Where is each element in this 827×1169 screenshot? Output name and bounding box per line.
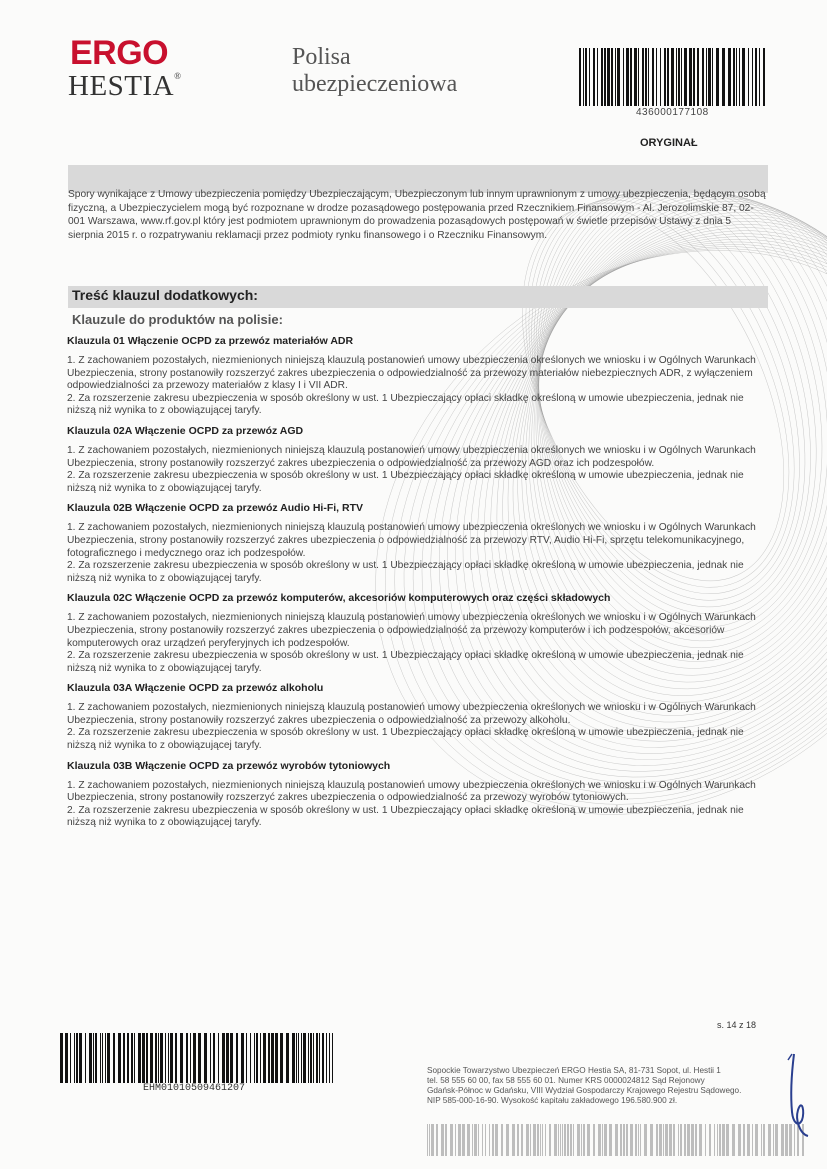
barcode-bar <box>210 1033 211 1083</box>
barcode-bar <box>752 48 753 106</box>
barcode-bar <box>638 48 639 106</box>
barcode-bar <box>706 48 707 106</box>
barcode-bar <box>521 1124 523 1156</box>
barcode-bar <box>308 1033 309 1083</box>
barcode-bar <box>455 1124 456 1156</box>
clause-paragraph: 1. Z zachowaniem pozostałych, niezmienionych niniejszą klauzulą postanowień umowy ubezpieczenia określonych we wniosku i w Ogólnych Warunkach Ubezpieczenia, strony postanowiły rozszerzyć zakres ubezpieczenia o odpowiedzialność za przewozy materiałów niebezpiecznych ADR, z wyłączeniem odpowiedzialności za przewozy materiałów z klasy I i VII ADR. <box>67 355 756 392</box>
barcode-bar <box>736 48 737 106</box>
dispute-resolution-notice: Spory wynikające z Umowy ubezpieczenia pomiędzy Ubezpieczającym, Ubezpieczonym lub innym uprawnionym z umowy ubezpieczenia, będącym osobą fizyczną, a Ubezpieczycielem mogą być rozpoznane w drodze pozasądowego postępowania przed Rzecznikiem Finansowym - Al. Jerozolimskie 87, 02-001 Warszawa, www.rf.gov.pl który jest podmiotem uprawnionym do prowadzenia pozasądowych postępowań w świetle przepisów Ustawy z dnia 5 sierpnia 2015 r. o rozpatrywaniu reklamacji przez podmioty rynku finansowego i o Rzeczniku Finansowym. <box>68 189 766 241</box>
barcode-bar <box>581 1124 582 1156</box>
document-barcode <box>60 1033 338 1083</box>
page-number: s. 14 z 18 <box>717 1020 757 1030</box>
clause-paragraph: 1. Z zachowaniem pozostałych, niezmienionych niniejszą klauzulą postanowień umowy ubezpieczenia określonych we wniosku i w Ogólnych Warunkach Ubezpieczenia, strony postanowiły rozszerzyć zakres ubezpieczenia o odpowiedzialność za przewozy RTV, Audio Hi-Fi, sprzętu telekomunikacyjnego, fotograficznego i medycznego oraz ich podzespołów. <box>67 522 756 559</box>
barcode-bar <box>689 48 692 106</box>
barcode-bar <box>170 1033 173 1083</box>
barcode-bar <box>684 48 687 106</box>
clause-body <box>67 702 767 752</box>
barcode-bar <box>138 1033 141 1083</box>
clause-body <box>67 355 767 418</box>
clause-paragraph: 1. Z zachowaniem pozostałych, niezmienionych niniejszą klauzulą postanowień umowy ubezpieczenia określonych we wniosku i w Ogólnych Warunkach Ubezpieczenia, strony postanowiły rozszerzyć zakres ubezpieczenia o odpowiedzialność za przewozy AGD oraz ich podzespołów. <box>67 444 756 469</box>
barcode-bar <box>620 1124 622 1156</box>
barcode-bar <box>190 1033 191 1083</box>
clause-title: Klauzula 02C Włączenie OCPD za przewóz komputerów, akcesoriów komputerowych oraz części składowych <box>67 592 611 605</box>
barcode-bar <box>292 1033 295 1083</box>
clause-title: Klauzula 02B Włączenie OCPD za przewóz Audio Hi-Fi, RTV <box>67 502 363 515</box>
barcode-bar <box>676 48 677 106</box>
clause-item <box>67 760 767 830</box>
barcode-bar <box>705 1124 706 1156</box>
barcode-bar <box>748 48 749 106</box>
clauses-heading: Treść klauzul dodatkowych: <box>72 287 258 303</box>
clause-item <box>67 335 767 418</box>
barcode-bar <box>719 1124 721 1156</box>
barcode-bar <box>165 1033 166 1083</box>
barcode-bar <box>102 1033 103 1083</box>
barcode-bar <box>660 48 661 106</box>
barcode-bar <box>462 1124 465 1156</box>
barcode-bar <box>763 1124 765 1156</box>
barcode-bar <box>95 1033 97 1083</box>
barcode-bar <box>644 1124 647 1156</box>
barcode-bar <box>549 1124 551 1156</box>
barcode-bar <box>664 48 666 106</box>
barcode-bar <box>587 1124 590 1156</box>
clauses-list <box>67 335 767 837</box>
barcode-bar <box>681 48 682 106</box>
barcode-bar <box>560 1124 561 1156</box>
barcode-bar <box>175 1033 177 1083</box>
barcode-bar <box>601 48 603 106</box>
barcode-bar <box>602 1124 603 1156</box>
barcode-bar <box>739 48 740 106</box>
barcode-bar <box>691 1124 694 1156</box>
barcode-bar <box>542 1124 543 1156</box>
clause-paragraph: 1. Z zachowaniem pozostałych, niezmienionych niniejszą klauzulą postanowień umowy ubezpieczenia określonych we wniosku i w Ogólnych Warunkach Ubezpieczenia, strony postanowiły rozszerzyć zakres ubezpieczenia o odpowiedzialność za przewozy komputerów i ich podzespołów, akcesoriów komputerowych oraz urządzeń peryferyjnych ich podzespołów. <box>67 612 756 649</box>
barcode-bar <box>60 1033 63 1083</box>
barcode-bar <box>286 1033 289 1083</box>
barcode-bar <box>533 1124 536 1156</box>
barcode-bar <box>65 1033 68 1083</box>
handwritten-signature <box>780 1050 820 1140</box>
barcode-bar <box>564 1124 566 1156</box>
barcode-bar <box>742 48 745 106</box>
barcode-bar <box>652 48 654 106</box>
barcode-bar <box>218 1033 219 1083</box>
barcode-bar <box>76 1033 78 1083</box>
barcode-bar <box>489 1124 490 1156</box>
barcode-bar <box>687 1124 690 1156</box>
barcode-bar <box>429 1124 430 1156</box>
barcode-bar <box>310 1033 312 1083</box>
barcode-bar <box>313 1033 314 1083</box>
barcode-bar <box>436 1124 438 1156</box>
clause-paragraph: 1. Z zachowaniem pozostałych, niezmienionych niniejszą klauzulą postanowień umowy ubezpieczenia określonych we wniosku i w Ogólnych Warunkach Ubezpieczenia, strony postanowiły rozszerzyć zakres ubezpieczenia o odpowiedzialność za przewozy alkoholu. <box>67 702 756 726</box>
barcode-bar <box>158 1033 159 1083</box>
barcode-bar <box>714 1124 715 1156</box>
clause-paragraph: 1. Z zachowaniem pozostałych, niezmienionych niniejszą klauzulą postanowień umowy ubezpieczenia określonych we wniosku i w Ogólnych Warunkach Ubezpieczenia, strony postanowiły rozszerzyć zakres ubezpieczenia o odpowiedzialność za przewozy wyrobów tytoniowych. <box>67 779 756 804</box>
barcode-bar <box>271 1033 274 1083</box>
clause-title: Klauzula 01 Włączenie OCPD za przewóz materiałów ADR <box>67 335 354 347</box>
barcode-bar <box>759 48 760 106</box>
barcode-bar <box>562 1124 563 1156</box>
barcode-bar <box>583 1124 585 1156</box>
barcode-bar <box>573 1124 574 1156</box>
barcode-bar <box>142 1033 145 1083</box>
barcode-bar <box>485 1124 486 1156</box>
barcode-bar <box>506 1124 509 1156</box>
clause-item <box>67 425 767 495</box>
barcode-bar <box>472 1124 473 1156</box>
barcode-bar <box>127 1033 129 1083</box>
barcode-bar <box>761 1124 762 1156</box>
barcode-bar <box>678 1124 679 1156</box>
barcode-bar <box>615 48 616 106</box>
barcode-bar <box>626 48 629 106</box>
barcode-bar <box>684 1124 686 1156</box>
barcode-bar <box>669 1124 672 1156</box>
barcode-bar <box>598 1124 601 1156</box>
barcode-bar <box>593 48 595 106</box>
barcode-bar <box>722 1124 725 1156</box>
barcode-bar <box>747 1124 750 1156</box>
barcode-bar <box>589 48 590 106</box>
barcode-bar <box>303 1033 306 1083</box>
registered-mark: ® <box>174 71 182 81</box>
barcode-bar <box>768 1124 771 1156</box>
barcode-bar <box>645 48 647 106</box>
barcode-bar <box>332 1033 333 1083</box>
barcode-bar <box>680 1124 682 1156</box>
barcode-bar <box>763 48 765 106</box>
clause-paragraph: 2. Za rozszerzenie zakresu ubezpieczenia w sposób określony w ust. 1 Ubezpieczający opłaci składkę określoną w umowie ubezpieczenia, jednak nie niższą niż wynika to z obowiązującej taryfy. <box>67 727 744 752</box>
barcode-bar <box>604 1124 607 1156</box>
barcode-bar <box>665 1124 668 1156</box>
barcode-bar <box>577 1124 580 1156</box>
barcode-bar <box>512 1124 515 1156</box>
barcode-bar <box>755 48 757 106</box>
barcode-bar <box>105 1033 106 1083</box>
barcode-bar <box>458 1124 461 1156</box>
barcode-bar <box>732 1124 735 1156</box>
barcode-bar <box>241 1033 244 1083</box>
barcode-bar <box>222 1033 225 1083</box>
barcode-bar <box>495 1124 498 1156</box>
barcode-bar <box>168 1033 169 1083</box>
barcode-bar <box>254 1033 255 1083</box>
clause-paragraph: 2. Za rozszerzenie zakresu ubezpieczenia w sposób określony w ust. 1 Ubezpieczający opłaci składkę określoną w umowie ubezpieczenia, jednak nie niższą niż wynika to z obowiązującej taryfy. <box>67 650 744 674</box>
barcode-bar <box>773 1124 774 1156</box>
document-barcode-number: EHM01010509461207 <box>143 1083 246 1094</box>
barcode-bar <box>755 1124 758 1156</box>
barcode-bar <box>478 1124 479 1156</box>
barcode-bar <box>585 48 587 106</box>
barcode-bar <box>268 1033 270 1083</box>
barcode-bar <box>638 1124 639 1156</box>
barcode-bar <box>609 1124 612 1156</box>
barcode-bar <box>752 1124 753 1156</box>
barcode-bar <box>726 1124 729 1156</box>
original-label: ORYGINAŁ <box>640 137 698 149</box>
barcode-bar <box>427 1124 428 1156</box>
barcode-bar <box>530 1124 531 1156</box>
barcode-bar <box>204 1033 207 1083</box>
barcode-bar <box>667 48 669 106</box>
company-info-line: Sopockie Towarzystwo Ubezpieczeń ERGO Hestia SA, 81-731 Sopot, ul. Hestii 1 <box>427 1066 721 1075</box>
barcode-bar <box>193 1033 196 1083</box>
barcode-bar <box>280 1033 283 1083</box>
footer-stripes <box>427 1124 807 1156</box>
barcode-bar <box>567 1124 569 1156</box>
barcode-bar <box>146 1033 148 1083</box>
barcode-bar <box>693 48 695 106</box>
barcode-bar <box>709 1124 711 1156</box>
barcode-bar <box>712 48 713 106</box>
barcode-bar <box>517 1124 519 1156</box>
barcode-bar <box>296 1033 297 1083</box>
barcode-bar <box>697 48 699 106</box>
company-info-line: tel. 58 555 60 00, fax 58 555 60 01. Numer KRS 0000024812 Sąd Rejonowy <box>427 1076 705 1085</box>
barcode-bar <box>186 1033 188 1083</box>
barcode-bar <box>611 48 613 106</box>
company-info-line: NIP 585-000-16-90. Wysokość kapitału zakładowego 196.580.900 zł. <box>427 1096 678 1105</box>
barcode-bar <box>260 1033 261 1083</box>
barcode-bar <box>492 1124 494 1156</box>
barcode-bar <box>623 1124 625 1156</box>
barcode-bar <box>319 1033 320 1083</box>
barcode-bar <box>79 1033 82 1083</box>
barcode-bar <box>160 1033 163 1083</box>
clause-item <box>67 502 767 585</box>
barcode-bar <box>89 1033 92 1083</box>
company-info <box>427 1066 792 1106</box>
barcode-bar <box>256 1033 258 1083</box>
company-info-line: Gdańsk-Północ w Gdańsku, VIII Wydział Gospodarczy Krajowego Rejestru Sądowego. <box>427 1086 742 1095</box>
barcode-bar <box>728 48 731 106</box>
barcode-bar <box>656 1124 658 1156</box>
barcode-bar <box>634 48 637 106</box>
barcode-bar <box>70 1033 71 1083</box>
barcode-bar <box>526 1124 529 1156</box>
barcode-bar <box>716 48 719 106</box>
clause-body <box>67 445 767 495</box>
policy-barcode-number: 436000177108 <box>636 107 709 118</box>
barcode-bar <box>558 1124 559 1156</box>
barcode-bar <box>450 1124 453 1156</box>
barcode-bar <box>180 1033 183 1083</box>
barcode-bar <box>630 48 632 106</box>
barcode-bar <box>615 1124 618 1156</box>
barcode-bar <box>316 1033 318 1083</box>
barcode-bar <box>583 48 584 106</box>
clause-body <box>67 612 767 675</box>
barcode-bar <box>722 48 725 106</box>
clause-title: Klauzula 03B Włączenie OCPD za przewóz wyrobów tytoniowych <box>67 759 391 772</box>
barcode-bar <box>593 1124 595 1156</box>
barcode-bar <box>545 1124 546 1156</box>
barcode-bar <box>250 1033 251 1083</box>
clause-item <box>67 682 767 752</box>
barcode-bar <box>322 1033 324 1083</box>
clause-paragraph: 2. Za rozszerzenie zakresu ubezpieczenia w sposób określony w ust. 1 Ubezpieczający opłaci składkę określoną w umowie ubezpieczenia, jednak nie niższą niż wynika to z obowiązującej taryfy. <box>67 560 744 584</box>
barcode-bar <box>554 1124 557 1156</box>
barcode-bar <box>482 1124 483 1156</box>
document-title <box>292 44 512 98</box>
barcode-bar <box>298 1033 299 1083</box>
barcode-bar <box>640 1124 641 1156</box>
barcode-bar <box>118 1033 121 1083</box>
barcode-bar <box>597 48 598 106</box>
barcode-bar <box>650 1124 653 1156</box>
barcode-bar <box>775 1124 778 1156</box>
barcode-bar <box>445 1124 447 1156</box>
barcode-bar <box>93 1033 94 1083</box>
barcode-bar <box>236 1033 238 1083</box>
clause-title: Klauzula 02A Włączenie OCPD za przewóz AGD <box>67 424 304 437</box>
clause-paragraph: 2. Za rozszerzenie zakresu ubezpieczenia w sposób określony w ust. 1 Ubezpieczający opłaci składkę określoną w umowie ubezpieczenia, jednak nie niższą niż wynika to z obowiązującej taryfy. <box>67 804 744 829</box>
barcode-bar <box>673 1124 675 1156</box>
barcode-bar <box>733 48 735 106</box>
clause-body <box>67 780 767 830</box>
barcode-bar <box>74 1033 75 1083</box>
barcode-bar <box>626 1124 628 1156</box>
barcode-bar <box>501 1124 503 1156</box>
barcode-bar <box>540 1124 541 1156</box>
barcode-bar <box>150 1033 153 1083</box>
clause-paragraph: 2. Za rozszerzenie zakresu ubezpieczenia w sposób określony w ust. 1 Ubezpieczający opłaci składkę określoną w umowie ubezpieczenia, jednak nie niższą niż wynika to z obowiązującej taryfy. <box>67 392 744 417</box>
barcode-bar <box>678 48 680 106</box>
barcode-bar <box>663 1124 664 1156</box>
barcode-bar <box>579 48 581 106</box>
barcode-bar <box>113 1033 115 1083</box>
barcode-bar <box>246 1033 247 1083</box>
barcode-bar <box>570 1124 572 1156</box>
barcode-bar <box>467 1124 470 1156</box>
document-title-line1: Polisa <box>292 44 351 70</box>
clause-paragraph: 2. Za rozszerzenie zakresu ubezpieczenia w sposób określony w ust. 1 Ubezpieczający opłaci składkę określoną w umowie ubezpieczenia, jednak nie niższą niż wynika to z obowiązującej taryfy. <box>67 470 744 494</box>
barcode-bar <box>226 1033 229 1083</box>
policy-barcode <box>579 48 769 106</box>
clause-body <box>67 522 767 585</box>
barcode-bar <box>743 1124 745 1156</box>
barcode-bar <box>230 1033 233 1083</box>
barcode-bar <box>155 1033 157 1083</box>
barcode-bar <box>604 48 606 106</box>
barcode-bar <box>717 1124 718 1156</box>
barcode-bar <box>635 1124 637 1156</box>
barcode-bar <box>659 1124 662 1156</box>
logo-ergo: ERGO <box>70 34 169 72</box>
barcode-bar <box>474 1124 477 1156</box>
barcode-bar <box>642 48 644 106</box>
barcode-bar <box>123 1033 125 1083</box>
barcode-bar <box>198 1033 201 1083</box>
barcode-bar <box>656 48 657 106</box>
barcode-bar <box>671 48 674 106</box>
barcode-bar <box>100 1033 101 1083</box>
barcode-bar <box>537 1124 539 1156</box>
products-heading: Klauzule do produktów na polisie: <box>72 312 283 327</box>
clause-title: Klauzula 03A Włączenie OCPD za przewóz alkoholu <box>67 682 324 695</box>
barcode-bar <box>329 1033 330 1083</box>
barcode-bar <box>708 48 711 106</box>
document-title-line2: ubezpieczeniowa <box>292 71 458 97</box>
barcode-bar <box>213 1033 215 1083</box>
barcode-bar <box>131 1033 133 1083</box>
barcode-bar <box>738 1124 741 1156</box>
barcode-bar <box>85 1033 86 1083</box>
barcode-bar <box>702 48 704 106</box>
barcode-bar <box>617 48 620 106</box>
barcode-bar <box>107 1033 110 1083</box>
barcode-bar <box>326 1033 327 1083</box>
clause-item <box>67 592 767 675</box>
barcode-bar <box>630 1124 633 1156</box>
barcode-bar <box>263 1033 266 1083</box>
logo-hestia: HESTIA® <box>68 70 182 102</box>
barcode-bar <box>699 1124 702 1156</box>
barcode-bar <box>301 1033 302 1083</box>
barcode-bar <box>648 48 649 106</box>
barcode-bar <box>134 1033 135 1083</box>
barcode-bar <box>275 1033 278 1083</box>
barcode-bar <box>623 48 624 106</box>
barcode-bar <box>607 48 610 106</box>
barcode-bar <box>695 1124 697 1156</box>
barcode-bar <box>431 1124 434 1156</box>
barcode-bar <box>441 1124 444 1156</box>
